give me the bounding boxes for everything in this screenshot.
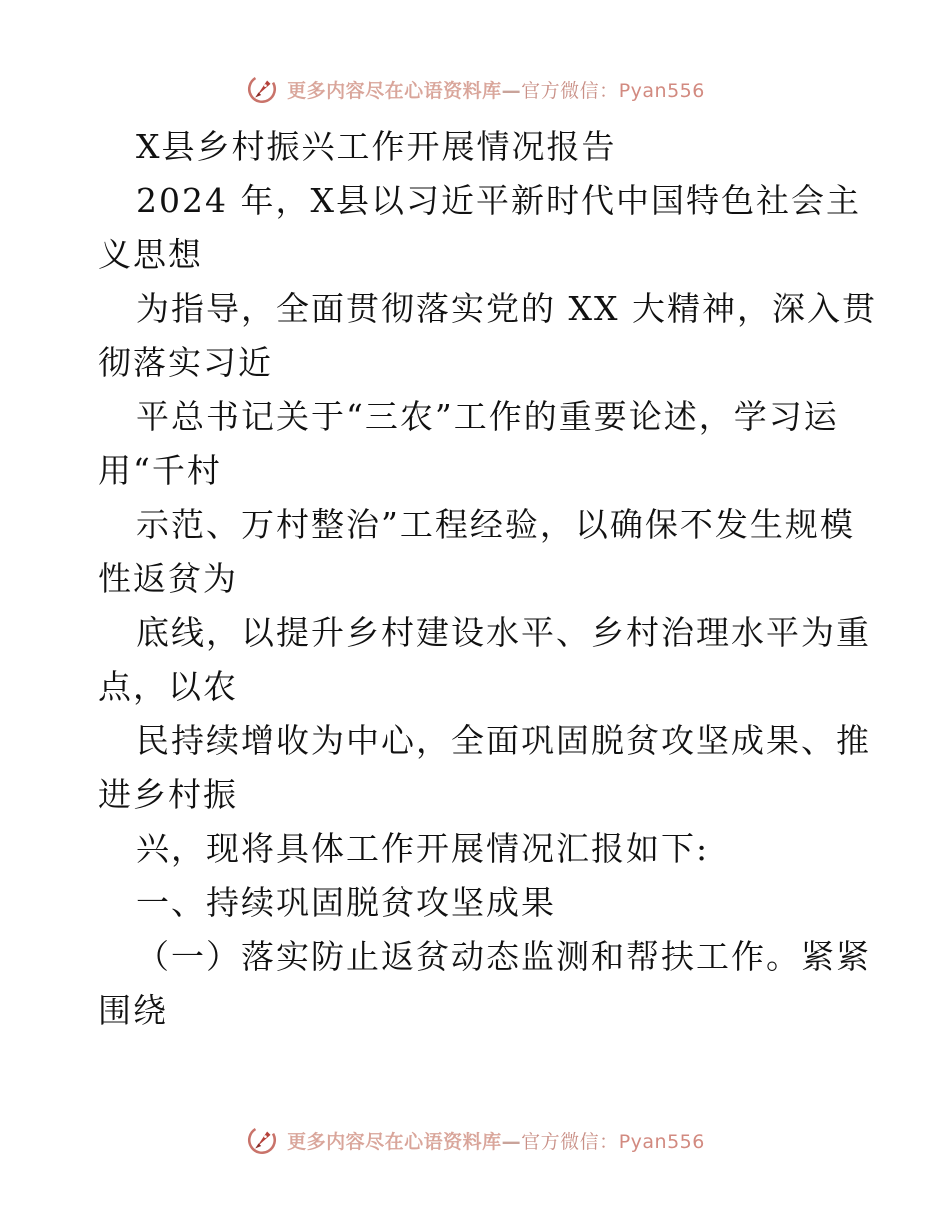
text-line: 平总书记关于“三农”工作的重要论述，学习运 <box>136 397 839 436</box>
watermark-slogan: 更多内容尽在心语资料库 <box>287 1130 502 1153</box>
text-line: 性返贫为 <box>98 559 238 598</box>
text-line: 围绕 <box>98 991 168 1030</box>
pen-nib-logo-icon <box>245 1123 279 1157</box>
text-line: 点，以农 <box>98 667 238 706</box>
text-line: 义思想 <box>98 235 203 274</box>
text-line: 兴，现将具体工作开展情况汇报如下: <box>136 829 710 868</box>
document-body <box>98 120 877 1038</box>
text-line: 民持续增收为中心，全面巩固脱贫攻坚成果、推 <box>136 721 871 760</box>
text-line: 底线，以提升乡村建设水平、乡村治理水平为重 <box>136 613 871 652</box>
text-line: 2024 年，X县以习近平新时代中国特色社会主 <box>136 181 861 220</box>
document-title: X县乡村振兴工作开展情况报告 <box>136 127 617 166</box>
text-line: 进乡村振 <box>98 775 238 814</box>
watermark-wechat-id: Pyan556 <box>618 1130 705 1153</box>
header-watermark <box>0 72 950 106</box>
text-line: 示范、万村整治”工程经验，以确保不发生规模 <box>136 505 855 544</box>
footer-watermark <box>0 1123 950 1157</box>
watermark-separator: — <box>501 79 522 102</box>
watermark-contact-label: 官方微信： <box>521 1130 619 1153</box>
pen-nib-logo-icon <box>245 72 279 106</box>
text-line: 一、持续巩固脱贫攻坚成果 <box>136 883 556 922</box>
watermark-wechat-id: Pyan556 <box>618 79 705 102</box>
watermark-contact-label: 官方微信： <box>521 79 619 102</box>
text-line: 用“千村 <box>98 451 222 490</box>
watermark-separator: — <box>501 1130 522 1153</box>
text-line: 彻落实习近 <box>98 343 273 382</box>
text-line: 为指导，全面贯彻落实党的 XX 大精神，深入贯 <box>136 289 877 328</box>
watermark-slogan: 更多内容尽在心语资料库 <box>287 79 502 102</box>
text-line: （一）落实防止返贫动态监测和帮扶工作。紧紧 <box>136 937 871 976</box>
